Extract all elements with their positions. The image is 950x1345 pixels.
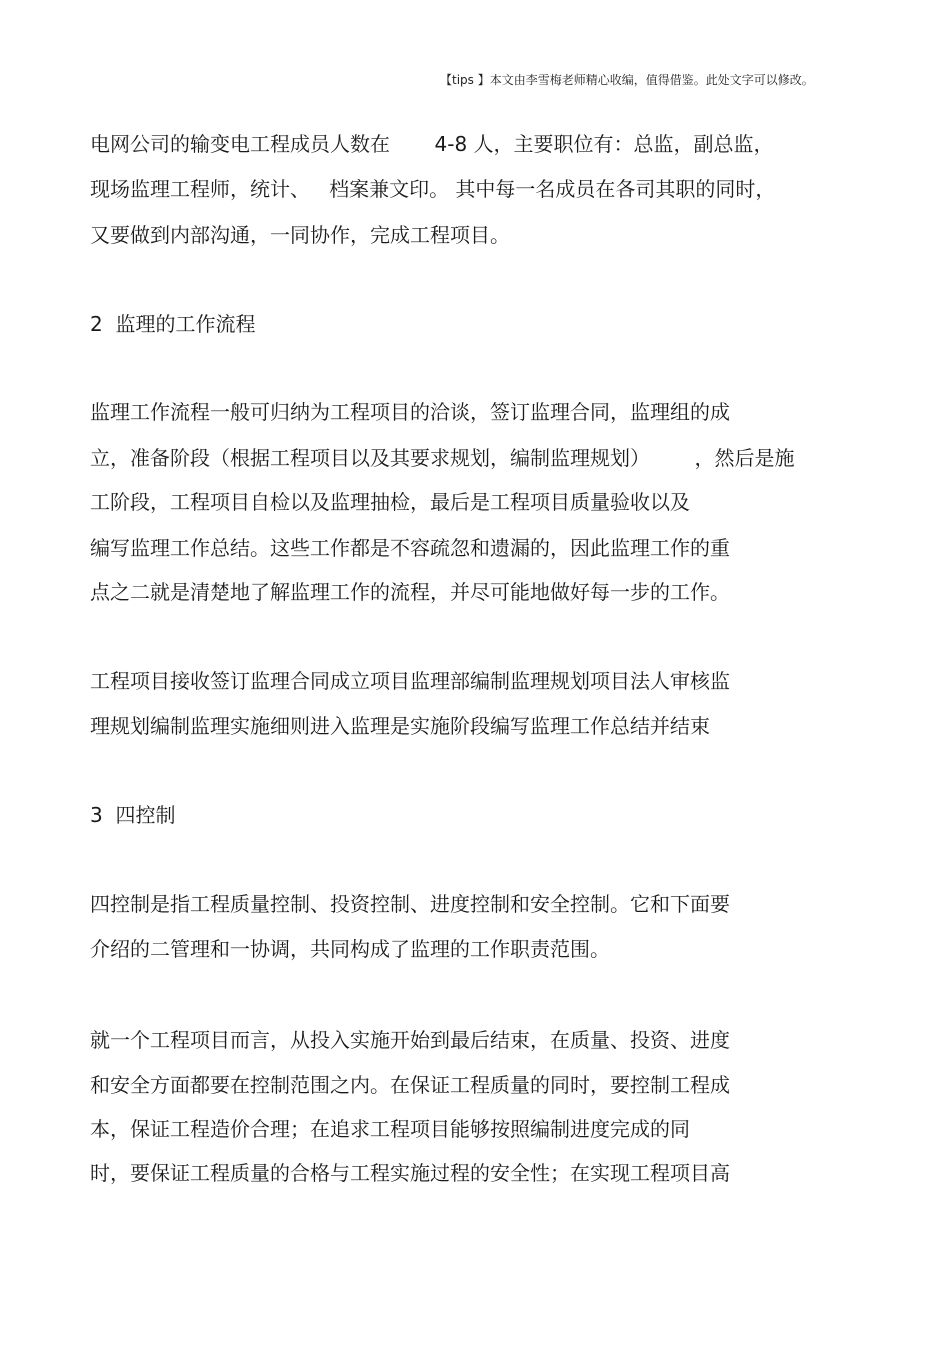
text-line: 本，保证工程造价合理；在追求工程项目能够按照编制进度完成的同 (90, 1117, 690, 1141)
text-line: 编写监理工作总结。这些工作都是不容疏忽和遗漏的，因此监理工作的重 (90, 536, 730, 560)
section-heading-workflow: 2 监理的工作流程 (90, 312, 256, 336)
text-line: 就一个工程项目而言，从投入实施开始到最后结束，在质量、投资、进度 (90, 1028, 730, 1052)
text-line: 又要做到内部沟通，一同协作，完成工程项目。 (90, 223, 510, 247)
text-line: 介绍的二管理和一协调，共同构成了监理的工作职责范围。 (90, 937, 610, 961)
text-line: 时，要保证工程质量的合格与工程实施过程的安全性；在实现工程项目高 (90, 1161, 730, 1185)
text-line: 监理工作流程一般可归纳为工程项目的洽谈，签订监理合同，监理组的成 (90, 400, 730, 424)
text-line: 点之二就是清楚地了解监理工作的流程，并尽可能地做好每一步的工作。 (90, 580, 730, 604)
text-line: 立，准备阶段（根据工程项目以及其要求规划，编制监理规划） ，然后是施 (90, 446, 795, 470)
text-line: 工阶段，工程项目自检以及监理抽检，最后是工程项目质量验收以及 (90, 490, 690, 514)
text-line: 现场监理工程师，统计、 档案兼文印。 其中每一名成员在各司其职的同时， (90, 177, 776, 201)
section-heading-four-controls: 3 四控制 (90, 803, 176, 827)
text-line: 和安全方面都要在控制范围之内。在保证工程质量的同时，要控制工程成 (90, 1073, 730, 1097)
text-line: 理规划编制监理实施细则进入监理是实施阶段编写监理工作总结并结束 (90, 714, 710, 738)
text-line: 工程项目接收签订监理合同成立项目监理部编制监理规划项目法人审核监 (90, 669, 730, 693)
text-line: 四控制是指工程质量控制、投资控制、进度控制和安全控制。它和下面要 (90, 892, 730, 916)
text-line: 电网公司的输变电工程成员人数在 4-8 人，主要职位有：总监，副总监， (90, 132, 774, 156)
tips-header: 【tips 】本文由李雪梅老师精心收编，值得借鉴。此处文字可以修改。 (440, 73, 814, 87)
